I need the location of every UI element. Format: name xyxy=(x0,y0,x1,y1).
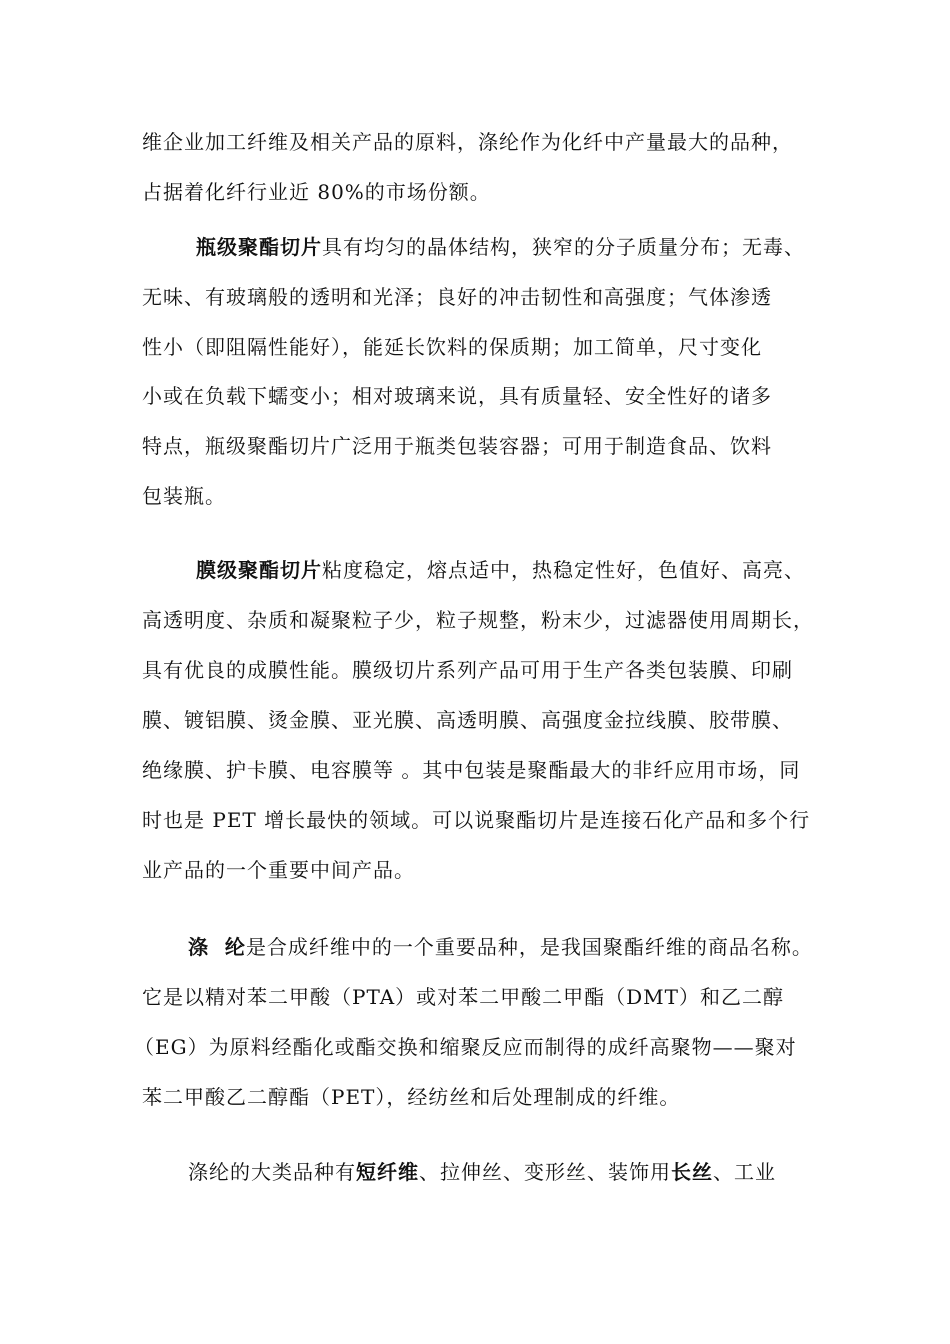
line-text: 具有均匀的晶体结构，狭窄的分子质量分布；无毒、 xyxy=(322,235,805,259)
line-text: 包装瓶。 xyxy=(142,484,226,508)
text-line xyxy=(142,708,793,732)
line-text: 小或在负载下蠕变小；相对玻璃来说，具有质量轻、安全性好的诸多 xyxy=(142,384,772,408)
term-staple-fiber: 短纤维 xyxy=(356,1160,419,1184)
text-line xyxy=(142,1085,680,1109)
text-line xyxy=(142,180,491,204)
line-text: 具有优良的成膜性能。膜级切片系列产品可用于生产各类包装膜、印刷 xyxy=(142,658,793,682)
line-text: 占据着化纤行业近 80%的市场份额。 xyxy=(142,180,491,204)
line-text: 业产品的一个重要中间产品。 xyxy=(142,858,415,882)
term-bottle-grade-chip: 瓶级聚酯切片 xyxy=(196,235,322,259)
line-text: 膜、镀铝膜、烫金膜、亚光膜、高透明膜、高强度金拉线膜、胶带膜、 xyxy=(142,708,793,732)
line-text: 苯二甲酸乙二醇酯（PET），经纺丝和后处理制成的纤维。 xyxy=(142,1085,681,1109)
text-line xyxy=(196,558,805,582)
line-text: 粘度稳定，熔点适中，热稳定性好，色值好、高亮、 xyxy=(322,558,805,582)
text-line xyxy=(142,658,793,682)
line-text: 绝缘膜、护卡膜、电容膜等 。其中包装是聚酯最大的非纤应用市场，同 xyxy=(142,758,801,782)
text-line xyxy=(142,434,772,458)
line-text: 是合成纤维中的一个重要品种，是我国聚酯纤维的商品名称。 xyxy=(245,935,813,959)
text-line xyxy=(142,858,415,882)
line-text: 时也是 PET 增长最快的领域。可以说聚酯切片是连接石化产品和多个行 xyxy=(142,808,811,832)
term-film-grade-chip: 膜级聚酯切片 xyxy=(196,558,322,582)
line-text: 、工业 xyxy=(713,1160,776,1184)
text-line xyxy=(134,1035,797,1059)
line-text: 高透明度、杂质和凝聚粒子少，粒子规整，粉末少，过滤器使用周期长， xyxy=(142,608,814,632)
text-line xyxy=(142,808,810,832)
line-text: 无味、有玻璃般的透明和光泽；良好的冲击韧性和高强度；气体渗透 xyxy=(142,285,772,309)
line-text: （EG）为原料经酯化或酯交换和缩聚反应而制得的成纤高聚物——聚对 xyxy=(134,1035,797,1059)
text-line xyxy=(142,130,793,154)
text-line xyxy=(142,285,772,309)
text-line xyxy=(142,608,814,632)
line-text: 涤纶的大类品种有 xyxy=(188,1160,356,1184)
line-text: 、拉伸丝、变形丝、装饰用 xyxy=(419,1160,671,1184)
text-line xyxy=(188,935,813,959)
line-text: 特点，瓶级聚酯切片广泛用于瓶类包装容器；可用于制造食品、饮料 xyxy=(142,434,772,458)
text-line xyxy=(142,758,800,782)
line-text: 维企业加工纤维及相关产品的原料，涤纶作为化纤中产量最大的品种， xyxy=(142,130,793,154)
text-line xyxy=(188,1160,776,1184)
term-polyester: 涤 纶 xyxy=(188,935,246,959)
text-line xyxy=(196,235,805,259)
text-line xyxy=(142,985,784,1009)
line-text: 它是以精对苯二甲酸（PTA）或对苯二甲酸二甲酯（DMT）和乙二醇 xyxy=(142,985,784,1009)
text-line xyxy=(142,384,772,408)
text-line xyxy=(142,335,762,359)
line-text: 性小（即阻隔性能好），能延长饮料的保质期；加工简单，尺寸变化 xyxy=(142,335,762,359)
term-filament: 长丝 xyxy=(671,1160,713,1184)
text-line xyxy=(142,484,226,508)
